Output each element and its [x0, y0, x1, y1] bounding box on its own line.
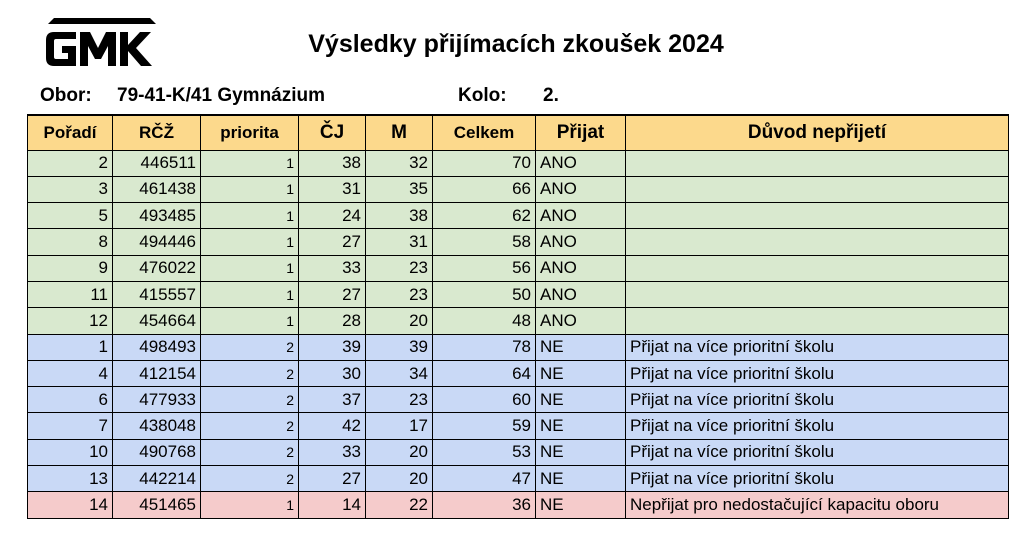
cell-celkem: 64 — [433, 360, 536, 386]
cell-priorita: 1 — [201, 176, 299, 202]
cell-prijat: ANO — [536, 176, 626, 202]
table-row — [28, 360, 1009, 386]
cell-poradi: 13 — [28, 466, 113, 492]
cell-rcz: 415557 — [113, 281, 201, 307]
cell-poradi: 9 — [28, 255, 113, 281]
cell-prijat: ANO — [536, 255, 626, 281]
cell-priorita: 2 — [201, 466, 299, 492]
cell-rcz: 412154 — [113, 360, 201, 386]
col-header-priorita: priorita — [201, 115, 299, 150]
cell-m: 31 — [366, 229, 433, 255]
cell-m: 20 — [366, 439, 433, 465]
cell-m: 23 — [366, 281, 433, 307]
table-row — [28, 255, 1009, 281]
cell-celkem: 70 — [433, 150, 536, 176]
cell-rcz: 477933 — [113, 387, 201, 413]
table-row — [28, 229, 1009, 255]
cell-duvod: Přijat na více prioritní školu — [626, 413, 1009, 439]
cell-duvod: Přijat na více prioritní školu — [626, 360, 1009, 386]
cell-poradi: 2 — [28, 150, 113, 176]
cell-rcz: 494446 — [113, 229, 201, 255]
cell-cj: 27 — [299, 229, 366, 255]
cell-prijat: ANO — [536, 281, 626, 307]
table-header-row — [28, 115, 1009, 150]
cell-cj: 33 — [299, 255, 366, 281]
cell-celkem: 58 — [433, 229, 536, 255]
cell-priorita: 1 — [201, 229, 299, 255]
cell-rcz: 476022 — [113, 255, 201, 281]
cell-celkem: 47 — [433, 466, 536, 492]
table-row — [28, 176, 1009, 202]
cell-cj: 27 — [299, 281, 366, 307]
cell-duvod — [626, 281, 1009, 307]
cell-celkem: 56 — [433, 255, 536, 281]
cell-celkem: 59 — [433, 413, 536, 439]
kolo-label: Kolo: — [458, 85, 507, 106]
cell-rcz: 438048 — [113, 413, 201, 439]
cell-duvod — [626, 229, 1009, 255]
table-row — [28, 150, 1009, 176]
cell-celkem: 53 — [433, 439, 536, 465]
cell-m: 20 — [366, 466, 433, 492]
obor-value: 79-41-K/41 Gymnázium — [117, 85, 326, 106]
cell-celkem: 78 — [433, 334, 536, 360]
cell-rcz: 451465 — [113, 492, 201, 518]
cell-prijat: ANO — [536, 203, 626, 229]
cell-celkem: 50 — [433, 281, 536, 307]
cell-prijat: NE — [536, 492, 626, 518]
cell-celkem: 66 — [433, 176, 536, 202]
cell-priorita: 1 — [201, 203, 299, 229]
cell-prijat: NE — [536, 413, 626, 439]
col-header-prijat: Přijat — [536, 115, 626, 150]
cell-poradi: 6 — [28, 387, 113, 413]
col-header-cj: ČJ — [299, 115, 366, 150]
cell-rcz: 490768 — [113, 439, 201, 465]
cell-m: 22 — [366, 492, 433, 518]
cell-rcz: 461438 — [113, 176, 201, 202]
page-title: Výsledky přijímacích zkoušek 2024 — [308, 30, 724, 58]
cell-poradi: 14 — [28, 492, 113, 518]
table-row — [28, 492, 1009, 518]
cell-celkem: 62 — [433, 203, 536, 229]
cell-duvod: Přijat na více prioritní školu — [626, 387, 1009, 413]
cell-poradi: 7 — [28, 413, 113, 439]
cell-priorita: 1 — [201, 492, 299, 518]
obor-label: Obor: — [40, 85, 92, 106]
cell-m: 17 — [366, 413, 433, 439]
cell-rcz: 446511 — [113, 150, 201, 176]
col-header-rcz: RČŽ — [113, 115, 201, 150]
table-row — [28, 466, 1009, 492]
cell-celkem: 60 — [433, 387, 536, 413]
cell-cj: 14 — [299, 492, 366, 518]
cell-poradi: 11 — [28, 281, 113, 307]
cell-prijat: NE — [536, 439, 626, 465]
table-row — [28, 334, 1009, 360]
table-row — [28, 281, 1009, 307]
cell-priorita: 1 — [201, 281, 299, 307]
results-table — [27, 114, 1009, 519]
cell-duvod — [626, 255, 1009, 281]
cell-priorita: 2 — [201, 413, 299, 439]
cell-m: 20 — [366, 308, 433, 334]
cell-duvod — [626, 203, 1009, 229]
cell-cj: 33 — [299, 439, 366, 465]
cell-m: 35 — [366, 176, 433, 202]
table-row — [28, 387, 1009, 413]
table-row — [28, 413, 1009, 439]
col-header-duvod: Důvod nepřijetí — [626, 115, 1009, 150]
cell-poradi: 5 — [28, 203, 113, 229]
cell-m: 23 — [366, 387, 433, 413]
cell-duvod: Přijat na více prioritní školu — [626, 334, 1009, 360]
cell-cj: 42 — [299, 413, 366, 439]
cell-cj: 31 — [299, 176, 366, 202]
results-table-body — [28, 150, 1009, 518]
cell-prijat: NE — [536, 360, 626, 386]
cell-priorita: 2 — [201, 360, 299, 386]
cell-m: 34 — [366, 360, 433, 386]
cell-prijat: NE — [536, 466, 626, 492]
cell-prijat: NE — [536, 387, 626, 413]
cell-rcz: 498493 — [113, 334, 201, 360]
cell-celkem: 48 — [433, 308, 536, 334]
cell-prijat: NE — [536, 334, 626, 360]
cell-duvod — [626, 176, 1009, 202]
col-header-m: M — [366, 115, 433, 150]
cell-rcz: 442214 — [113, 466, 201, 492]
col-header-poradi: Pořadí — [28, 115, 113, 150]
cell-prijat: ANO — [536, 229, 626, 255]
cell-m: 39 — [366, 334, 433, 360]
cell-poradi: 12 — [28, 308, 113, 334]
cell-poradi: 8 — [28, 229, 113, 255]
cell-poradi: 10 — [28, 439, 113, 465]
cell-priorita: 1 — [201, 150, 299, 176]
cell-cj: 27 — [299, 466, 366, 492]
cell-celkem: 36 — [433, 492, 536, 518]
cell-cj: 39 — [299, 334, 366, 360]
cell-priorita: 2 — [201, 439, 299, 465]
cell-duvod — [626, 150, 1009, 176]
cell-cj: 30 — [299, 360, 366, 386]
cell-priorita: 2 — [201, 387, 299, 413]
cell-priorita: 2 — [201, 334, 299, 360]
cell-priorita: 1 — [201, 255, 299, 281]
cell-cj: 37 — [299, 387, 366, 413]
cell-cj: 38 — [299, 150, 366, 176]
cell-cj: 24 — [299, 203, 366, 229]
cell-rcz: 493485 — [113, 203, 201, 229]
cell-prijat: ANO — [536, 308, 626, 334]
cell-duvod: Nepřijat pro nedostačující kapacitu oboru — [626, 492, 1009, 518]
kolo-value: 2. — [543, 85, 559, 106]
cell-prijat: ANO — [536, 150, 626, 176]
table-row — [28, 203, 1009, 229]
cell-duvod: Přijat na více prioritní školu — [626, 439, 1009, 465]
col-header-celkem: Celkem — [433, 115, 536, 150]
cell-m: 38 — [366, 203, 433, 229]
cell-duvod — [626, 308, 1009, 334]
cell-cj: 28 — [299, 308, 366, 334]
cell-m: 32 — [366, 150, 433, 176]
cell-m: 23 — [366, 255, 433, 281]
cell-poradi: 4 — [28, 360, 113, 386]
cell-rcz: 454664 — [113, 308, 201, 334]
cell-poradi: 3 — [28, 176, 113, 202]
table-row — [28, 439, 1009, 465]
table-row — [28, 308, 1009, 334]
cell-poradi: 1 — [28, 334, 113, 360]
cell-duvod: Přijat na více prioritní školu — [626, 466, 1009, 492]
cell-priorita: 1 — [201, 308, 299, 334]
